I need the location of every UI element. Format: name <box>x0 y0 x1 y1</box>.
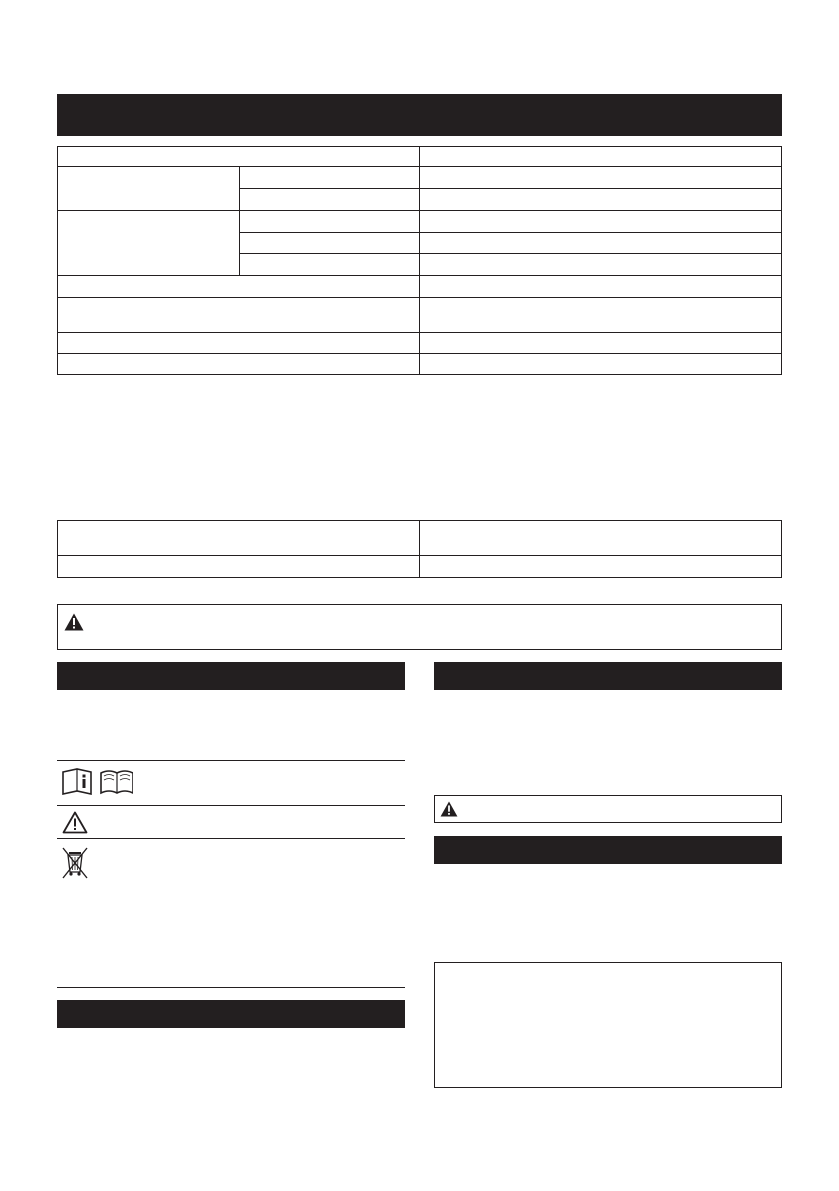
title-band <box>57 94 782 136</box>
table-cell <box>420 354 782 375</box>
crossed-out-wheelie-bin-icon <box>60 846 90 880</box>
table-cell <box>420 167 782 189</box>
table-cell <box>58 276 420 298</box>
table-cell <box>239 211 420 233</box>
table-row <box>58 354 782 375</box>
table-cell <box>420 254 782 276</box>
table-row <box>58 298 782 333</box>
table-row <box>58 167 782 189</box>
table-row <box>58 521 782 556</box>
specifications-table <box>57 146 782 375</box>
table-cell <box>58 354 420 375</box>
table-cell <box>58 521 420 556</box>
table-cell <box>239 233 420 254</box>
divider <box>57 987 405 988</box>
divider <box>57 838 405 839</box>
warning-box-small <box>434 795 782 823</box>
table-cell <box>420 211 782 233</box>
table-cell <box>239 189 420 211</box>
read-manual-icon <box>61 768 133 796</box>
table-cell <box>420 298 782 333</box>
table-cell <box>58 333 420 354</box>
table-row <box>58 556 782 578</box>
table-cell <box>58 147 420 167</box>
right-section-band-1 <box>434 662 782 690</box>
table-cell <box>420 556 782 578</box>
table-cell <box>58 298 420 333</box>
table-cell <box>420 333 782 354</box>
table-cell <box>420 233 782 254</box>
table-row <box>58 333 782 354</box>
table-row <box>58 276 782 298</box>
warning-triangle-icon <box>64 613 84 631</box>
divider <box>57 805 405 806</box>
divider <box>57 760 405 761</box>
table-cell <box>58 556 420 578</box>
note-box <box>434 962 782 1088</box>
table-cell <box>420 276 782 298</box>
left-section-band-1 <box>57 662 405 690</box>
table-cell <box>420 189 782 211</box>
table-row <box>58 211 782 233</box>
table-cell <box>239 254 420 276</box>
caution-triangle-icon <box>62 811 88 834</box>
table-row <box>58 147 782 167</box>
table-cell <box>420 521 782 556</box>
left-section-band-2 <box>57 1000 405 1028</box>
warning-box <box>57 604 782 650</box>
table-cell <box>58 211 240 276</box>
battery-table <box>57 520 782 578</box>
table-cell <box>58 167 240 211</box>
right-section-band-2 <box>434 836 782 864</box>
warning-triangle-icon <box>440 801 458 817</box>
table-cell <box>239 167 420 189</box>
table-cell <box>420 147 782 167</box>
